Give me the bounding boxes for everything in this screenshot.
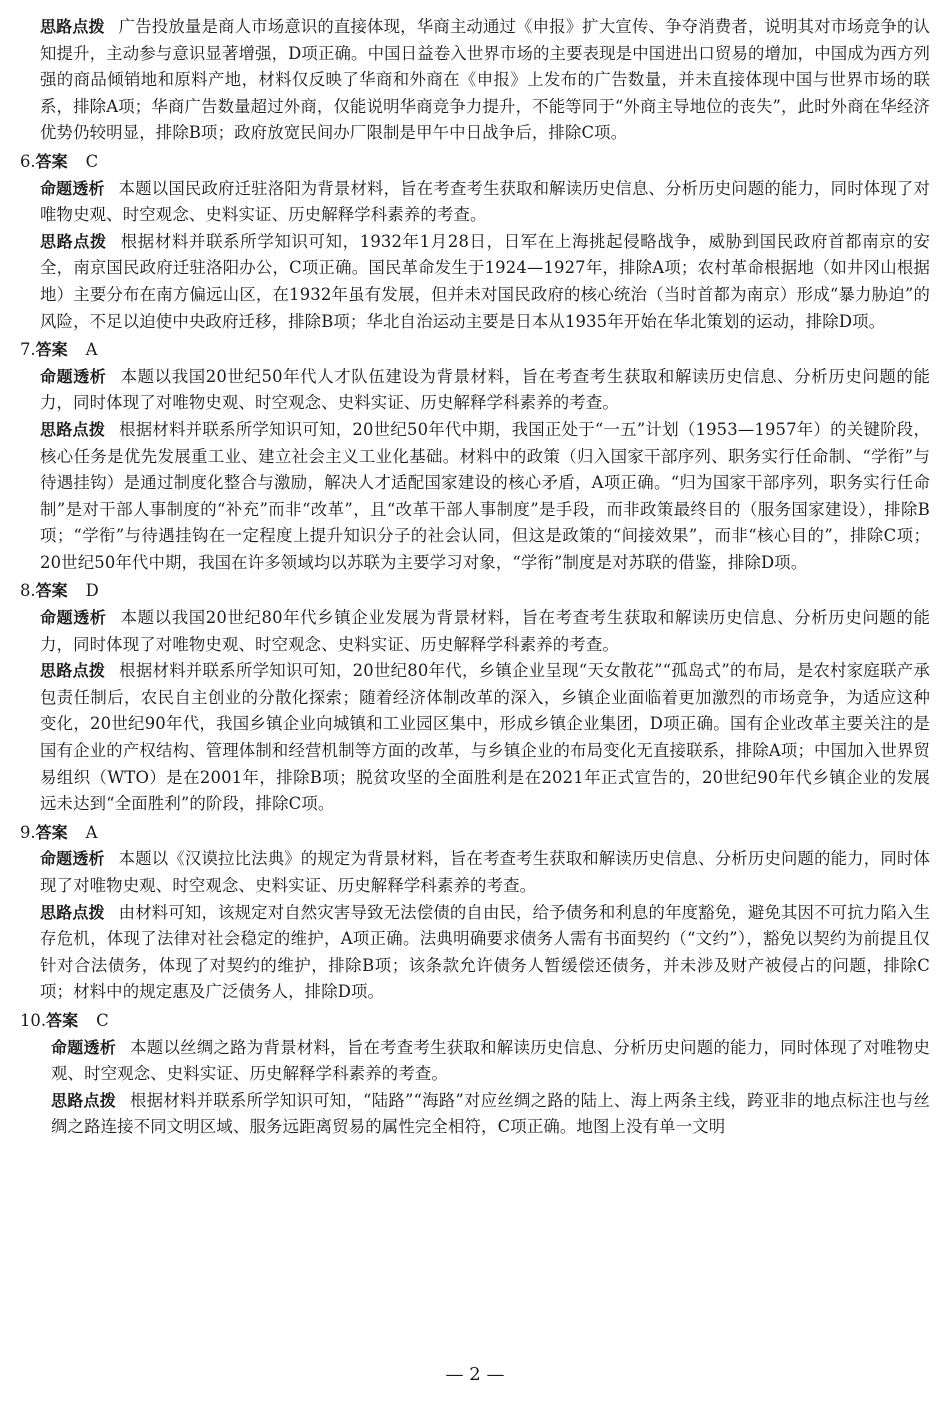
- q7-analysis-text: 根据材料并联系所学知识可知，20世纪50年代中期，我国正处于“一五”计划（1953—1957年）的关键阶段，核心任务是优先发展重工业、建立社会主义工业化基础。材料中的政策（归入国家干部序列、职务实行任命制、“学衔”与待遇挂钩）是通过制度化整合与激励，解决人才适配国家建设的核心矛盾，A项正确。“归为国家干部序列，职务实行任命制”是对干部人事制度的“补充”而非“改革”，且“改革干部人事制度”是手段，而非政策最终目的（服务国家建设），排除B项；“学衔”与待遇挂钩在一定程度上提升知识分子的社会认同，但这是政策的“间接效果”，而非“核心目的”，排除C项；20世纪50年代中期，我国在许多领域均以苏联为主要学习对象，“学衔”制度是对苏联的借鉴，排除D项。: [40, 419, 930, 572]
- q6-analysis: [40, 229, 930, 335]
- analysis-label: 思路点拨: [51, 1090, 117, 1110]
- q9-intent-text: 本题以《汉谟拉比法典》的规定为背景材料，旨在考查考生获取和解读历史信息、分析历史问题的能力，同时体现了对唯物史观、时空观念、史料实证、历史解释学科素养的考查。: [40, 849, 930, 895]
- q6-number: 6.: [20, 151, 36, 171]
- q8-number: 8.: [20, 581, 36, 601]
- analysis-label: 思路点拨: [40, 419, 106, 439]
- q10-answer: C: [96, 1010, 109, 1030]
- q8-answer-line: [20, 578, 930, 605]
- q7-intent-text: 本题以我国20世纪50年代人才队伍建设为背景材料，旨在考查考生获取和解读历史信息、分析历史问题的能力，同时体现了对唯物史观、时空观念、史料实证、历史解释学科素养的考查。: [40, 366, 931, 413]
- intent-label: 命题透析: [51, 1037, 117, 1057]
- q9-analysis: [40, 900, 930, 1006]
- q7-analysis: [40, 417, 930, 577]
- q9-answer-line: [20, 820, 930, 847]
- intent-label: 命题透析: [40, 366, 107, 386]
- q10-intent: [51, 1035, 930, 1088]
- q9-intent: [40, 846, 930, 899]
- q5-analysis-text: 广告投放量是商人市场意识的直接体现，华商主动通过《申报》扩大宣传、争夺消费者，说明其对市场竞争的认知提升，主动参与意识显著增强，D项正确。中国日益卷入世界市场的主要表现是中国进出口贸易的增加，中国成为西方列强的商品倾销地和原料产地，材料仅反映了华商和外商在《申报》上发布的广告数量，并未直接体现中国与世界市场的联系，排除A项；华商广告数量超过外商，仅能说明华商竞争力提升，不能等同于“外商主导地位的丧失”，此时外商在华经济优势仍较明显，排除B项；政府放宽民间办厂限制是甲午中日战争后，排除C项。: [40, 17, 930, 143]
- intent-label: 命题透析: [40, 608, 107, 628]
- page-number: — 2 —: [445, 1364, 505, 1385]
- q6-analysis-text: 根据材料并联系所学知识可知，1932年1月28日，日军在上海挑起侵略战争，威胁到国民政府首都南京的安全，南京国民政府迁驻洛阳办公，C项正确。国民革命发生于1924—1927年，排除A项；农村革命根据地（如井冈山根据地）主要分布在南方偏远山区，在1932年虽有发展，但并未对国民政府的核心统治（当时首都为南京）形成“暴力胁迫”的风险，不足以迫使中央政府迁移，排除B项；华北自治运动主要是日本从1935年开始在华北策划的运动，排除D项。: [40, 231, 930, 331]
- q8-intent-text: 本题以我国20世纪80年代乡镇企业发展为背景材料，旨在考查考生获取和解读历史信息、分析历史问题的能力，同时体现了对唯物史观、时空观念、史料实证、历史解释学科素养的考查。: [40, 608, 931, 654]
- q7-answer-line: [20, 337, 930, 364]
- q5-analysis: [40, 14, 930, 147]
- q10-answer-line: [20, 1008, 930, 1035]
- q6-answer: C: [85, 151, 99, 171]
- analysis-label: 思路点拨: [40, 661, 106, 681]
- q9-answer: A: [85, 822, 98, 842]
- q8-analysis-text: 根据材料并联系所学知识可知，20世纪80年代，乡镇企业呈现“天女散花”“孤岛式”的布局，是农村家庭联产承包责任制后，农民自主创业的分散化探索；随着经济体制改革的深入，乡镇企业面临着更加激烈的市场竞争，为适应这种变化，20世纪90年代，我国乡镇企业向城镇和工业园区集中，形成乡镇企业集团，D项正确。国有企业改革主要关注的是国有企业的产权结构、管理体制和经营机制等方面的改革，与乡镇企业的布局变化无直接联系，排除A项；中国加入世界贸易组织（WTO）是在2001年，排除B项；脱贫攻坚的全面胜利是在2021年正式宣告的，20世纪90年代乡镇企业的发展远未达到“全面胜利”的阶段，排除C项。: [40, 661, 930, 814]
- q7-answer: A: [85, 340, 98, 360]
- q6-intent: [40, 176, 930, 229]
- answer-label: 答案: [35, 340, 68, 360]
- q9-number: 9.: [20, 822, 36, 842]
- q8-analysis: [40, 658, 930, 818]
- analysis-label: 思路点拨: [40, 902, 105, 922]
- q10-analysis: [51, 1088, 930, 1141]
- answer-label: 答案: [35, 581, 68, 601]
- answer-label: 答案: [46, 1010, 79, 1030]
- q8-answer: D: [85, 581, 99, 601]
- q8-intent: [40, 605, 930, 658]
- q6-answer-line: [20, 149, 930, 176]
- q10-analysis-text: 根据材料并联系所学知识可知，“陆路”“海路”对应丝绸之路的陆上、海上两条主线，跨亚非的地点标注也与丝绸之路连接不同文明区域、服务远距离贸易的属性完全相符，C项正确。地图上没有单一文明: [51, 1090, 931, 1137]
- q7-number: 7.: [20, 340, 36, 360]
- document-body: [20, 14, 931, 1141]
- analysis-label: 思路点拨: [40, 17, 105, 36]
- q6-intent-text: 本题以国民政府迁驻洛阳为背景材料，旨在考查考生获取和解读历史信息、分析历史问题的能力，同时体现了对唯物史观、时空观念、史料实证、历史解释学科素养的考查。: [40, 178, 930, 225]
- analysis-label: 思路点拨: [40, 231, 107, 251]
- answer-label: 答案: [35, 822, 68, 842]
- q9-analysis-text: 由材料可知，该规定对自然灾害导致无法偿债的自由民，给予债务和利息的年度豁免，避免其因不可抗力陷入生存危机，体现了法律对社会稳定的维护，A项正确。法典明确要求债务人需有书面契约（“文约”），豁免以契约为前提且仅针对合法债务，体现了对契约的维护，排除B项；该条款允许债务人暂缓偿还债务，并未涉及财产被侵占的问题，排除C项；材料中的规定惠及广泛债务人，排除D项。: [40, 902, 930, 1002]
- q7-intent: [40, 364, 930, 417]
- answer-label: 答案: [35, 151, 68, 171]
- intent-label: 命题透析: [40, 178, 105, 198]
- intent-label: 命题透析: [40, 849, 105, 869]
- q10-intent-text: 本题以丝绸之路为背景材料，旨在考查考生获取和解读历史信息、分析历史问题的能力，同时体现了对唯物史观、时空观念、史料实证、历史解释学科素养的考查。: [51, 1037, 930, 1084]
- q10-number: 10.: [20, 1010, 47, 1030]
